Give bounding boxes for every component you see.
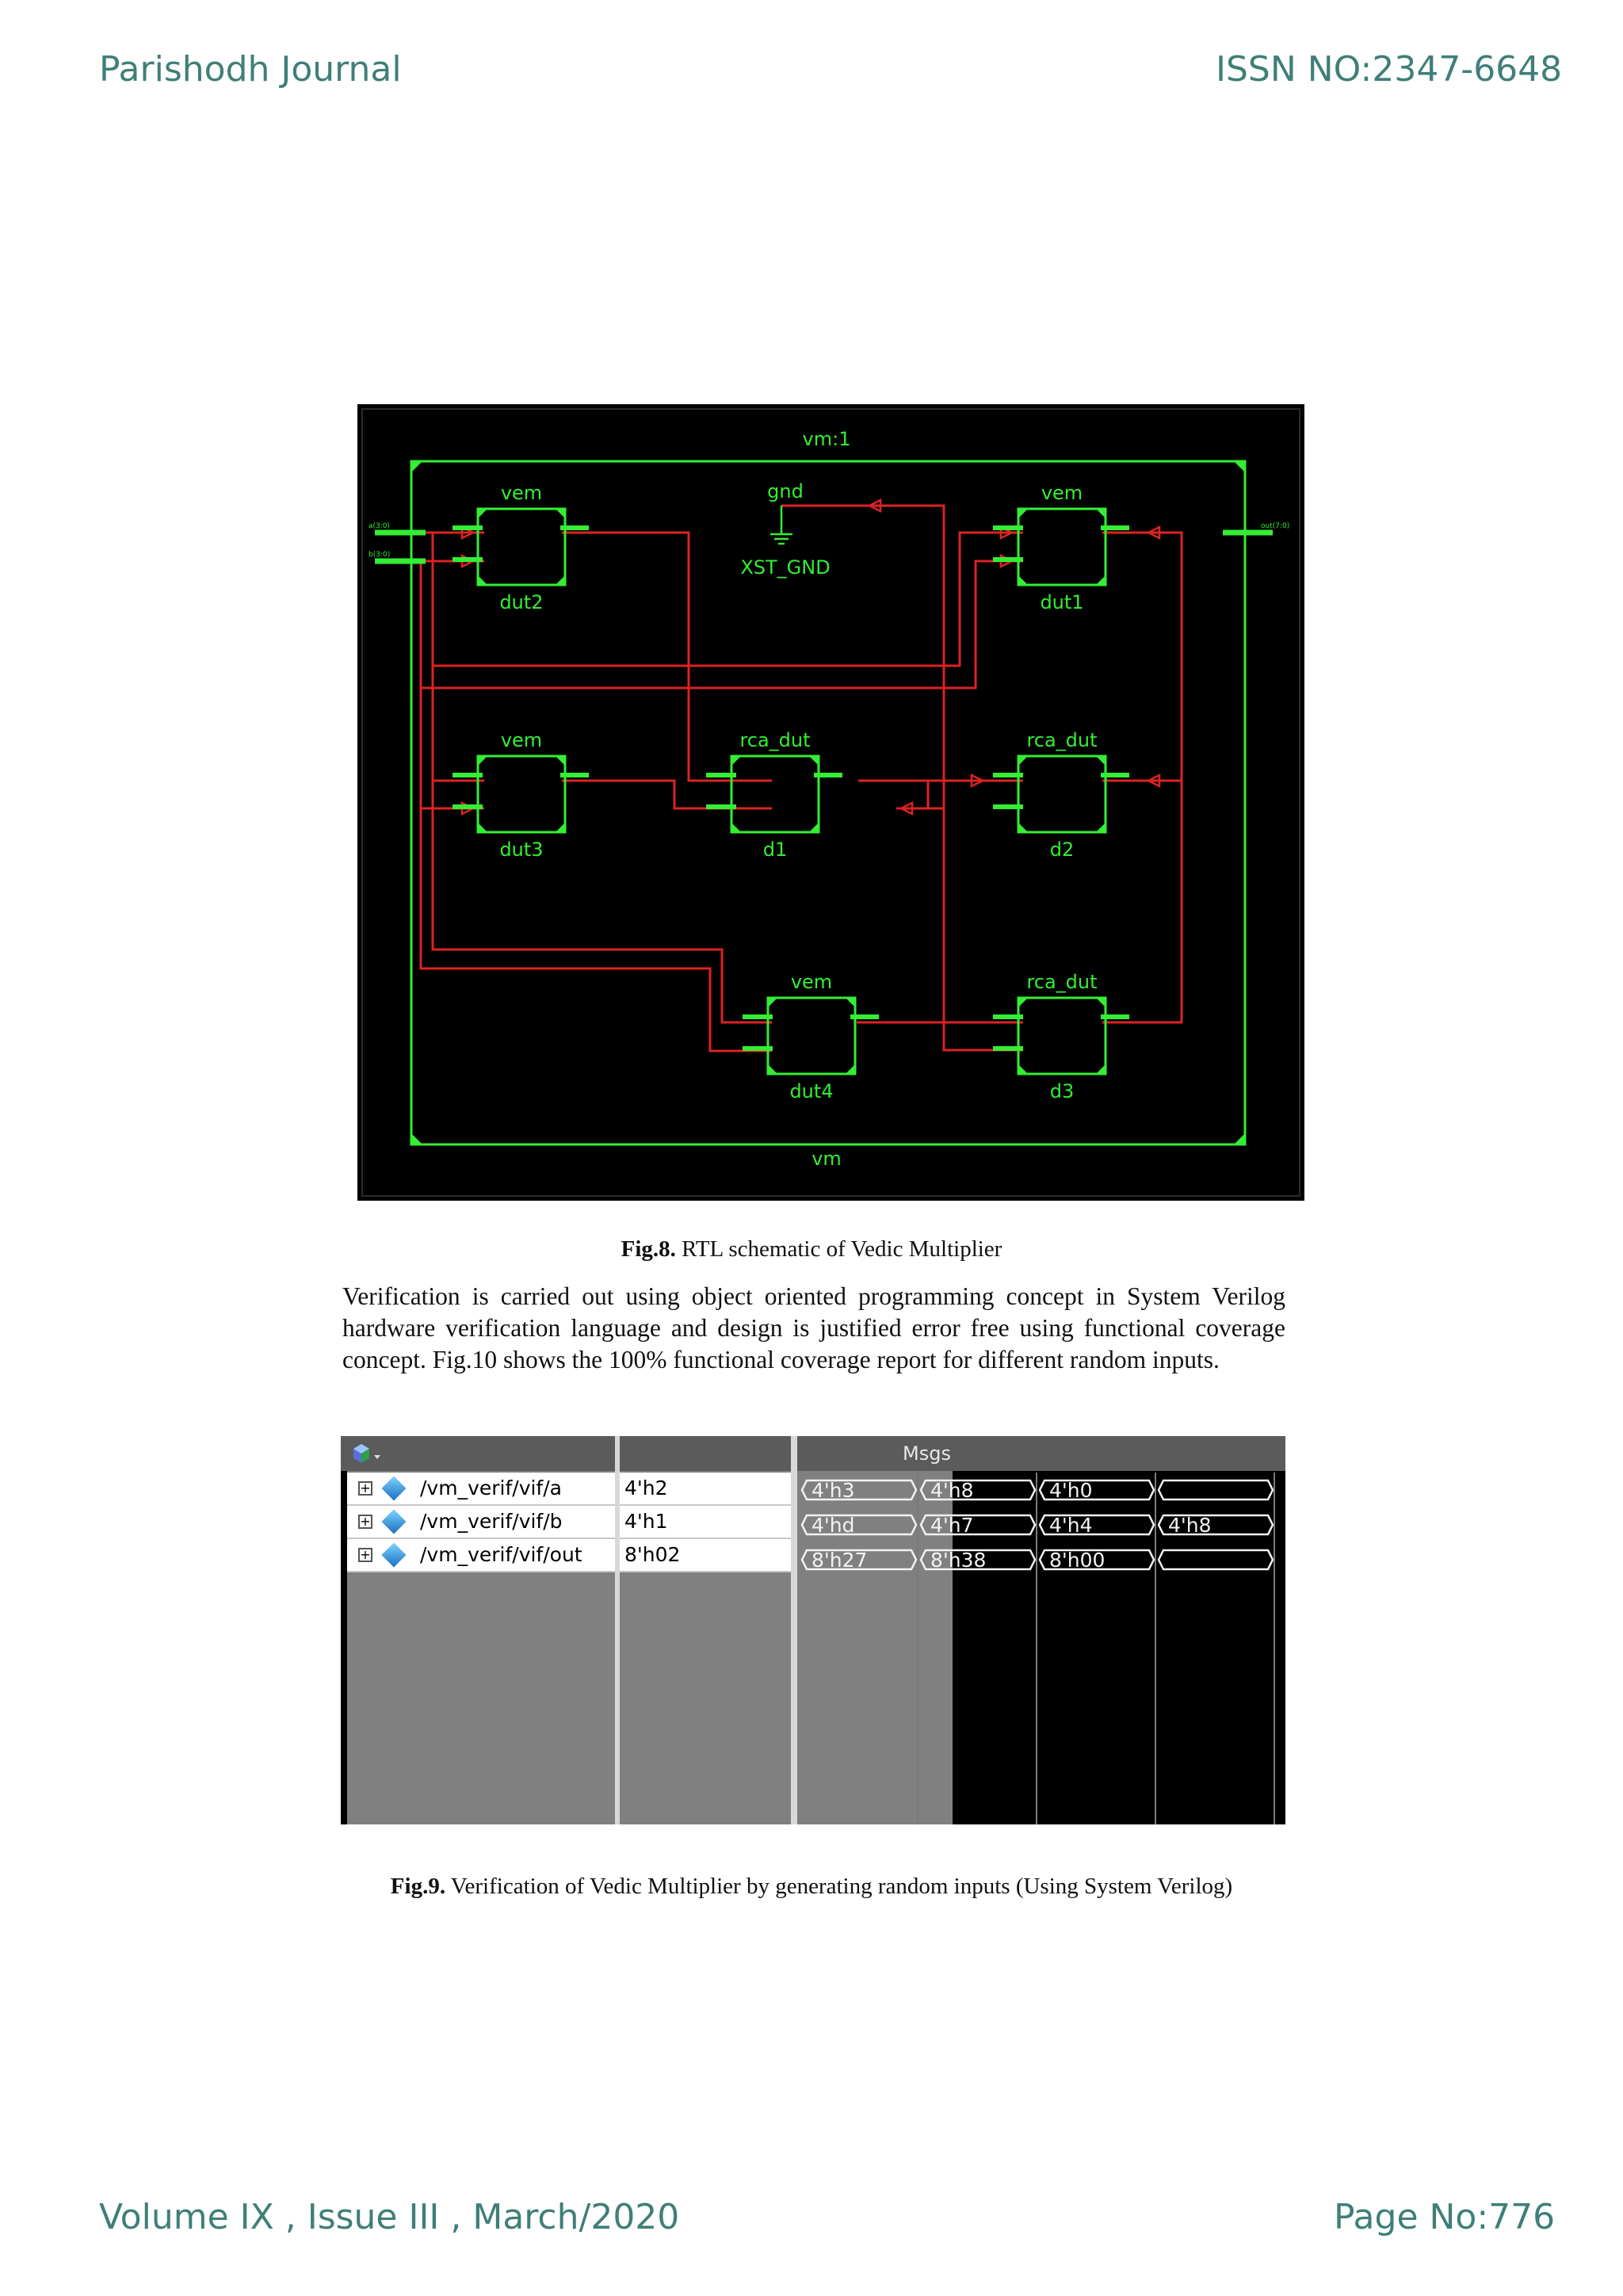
page-number: Page No:776 bbox=[1334, 2197, 1556, 2237]
block-instance-label: dut2 bbox=[499, 591, 544, 613]
journal-name: Parishodh Journal bbox=[99, 49, 402, 90]
rtl-schematic bbox=[357, 404, 1304, 1201]
signal-name: /vm_verif/vif/out bbox=[420, 1543, 582, 1566]
waveform-plot bbox=[797, 1436, 1285, 1824]
block-type-label: vem bbox=[790, 971, 833, 993]
signal-diamond-icon bbox=[381, 1509, 406, 1534]
block-type-label: rca_dut bbox=[1026, 729, 1098, 751]
bus-value-label: 4'h3 bbox=[812, 1479, 855, 1502]
signal-value: 4'h2 bbox=[624, 1477, 668, 1499]
signal-row[interactable] bbox=[347, 1506, 615, 1539]
bus-value-label: 4'h0 bbox=[1049, 1479, 1093, 1502]
block-type-label: vem bbox=[500, 729, 543, 751]
block-instance-label: dut3 bbox=[499, 839, 544, 861]
gnd-label: gnd bbox=[767, 480, 804, 502]
block-type-label: rca_dut bbox=[739, 729, 811, 751]
signal-name: /vm_verif/vif/b bbox=[420, 1510, 563, 1533]
block-instance-label: dut4 bbox=[789, 1080, 834, 1102]
block-type-label: rca_dut bbox=[1026, 971, 1098, 993]
expand-icon[interactable]: + bbox=[358, 1548, 372, 1562]
signal-name-column bbox=[347, 1473, 615, 1572]
block-type-label: vem bbox=[500, 482, 543, 504]
msgs-header: Msgs bbox=[903, 1442, 951, 1465]
signal-value-column bbox=[620, 1473, 791, 1572]
signal-name: /vm_verif/vif/a bbox=[420, 1477, 562, 1499]
bus-value-label: 8'h27 bbox=[812, 1549, 868, 1572]
bus-value-label: 4'hd bbox=[812, 1514, 855, 1537]
bus-value-label: 4'h7 bbox=[930, 1514, 974, 1537]
block-instance-label: d1 bbox=[762, 839, 788, 861]
signal-menu-icon[interactable] bbox=[352, 1442, 384, 1466]
block-instance-label: dut1 bbox=[1040, 591, 1084, 613]
waveform-viewer bbox=[341, 1436, 1285, 1824]
bus-value-label: 4'h8 bbox=[930, 1479, 974, 1502]
svg-text:out(7:0): out(7:0) bbox=[1261, 522, 1290, 530]
signal-value-row bbox=[620, 1539, 791, 1572]
figure9-caption: Fig.9. Verification of Vedic Multiplier by generating random inputs (Using System Verilog) bbox=[390, 1874, 1233, 1899]
signal-row[interactable] bbox=[347, 1473, 615, 1506]
bus-value-label: 8'h00 bbox=[1049, 1549, 1106, 1572]
bus-segment bbox=[1159, 1480, 1273, 1499]
signal-row[interactable] bbox=[347, 1539, 615, 1572]
svg-text:a(3:0): a(3:0) bbox=[369, 522, 391, 530]
signal-value-row bbox=[620, 1473, 791, 1506]
block-instance-label: d2 bbox=[1049, 839, 1075, 861]
module-top-label: vm:1 bbox=[802, 428, 851, 450]
svg-text:b(3:0): b(3:0) bbox=[369, 551, 391, 559]
issn-number: ISSN NO:2347-6648 bbox=[1216, 49, 1563, 90]
expand-icon[interactable]: + bbox=[358, 1481, 372, 1496]
module-bottom-label: vm bbox=[812, 1148, 842, 1170]
block-type-label: vem bbox=[1041, 482, 1083, 504]
expand-icon[interactable]: + bbox=[358, 1515, 372, 1529]
block-instance-label: d3 bbox=[1049, 1080, 1075, 1102]
figure8-caption: Fig.8. RTL schematic of Vedic Multiplier bbox=[621, 1236, 1002, 1262]
bus-segment bbox=[1159, 1550, 1273, 1569]
bus-value-label: 4'h4 bbox=[1049, 1514, 1093, 1537]
bus-value-label: 8'h38 bbox=[930, 1549, 987, 1572]
body-paragraph: Verification is carried out using object oriented programming concept in System Verilog hardware verification language and design is justified error free using functional coverage concept. Fig.10 shows the 100% functional coverage report for different random inputs. bbox=[342, 1282, 1285, 1373]
signal-diamond-icon bbox=[381, 1542, 406, 1567]
signal-value: 4'h1 bbox=[624, 1510, 668, 1533]
signal-value: 8'h02 bbox=[624, 1543, 681, 1566]
signal-diamond-icon bbox=[381, 1476, 406, 1500]
volume-issue: Volume IX , Issue III , March/2020 bbox=[99, 2197, 680, 2237]
signal-value-row bbox=[620, 1506, 791, 1539]
bus-value-label: 4'h8 bbox=[1168, 1514, 1212, 1537]
xst-gnd-label: XST_GND bbox=[740, 556, 831, 579]
